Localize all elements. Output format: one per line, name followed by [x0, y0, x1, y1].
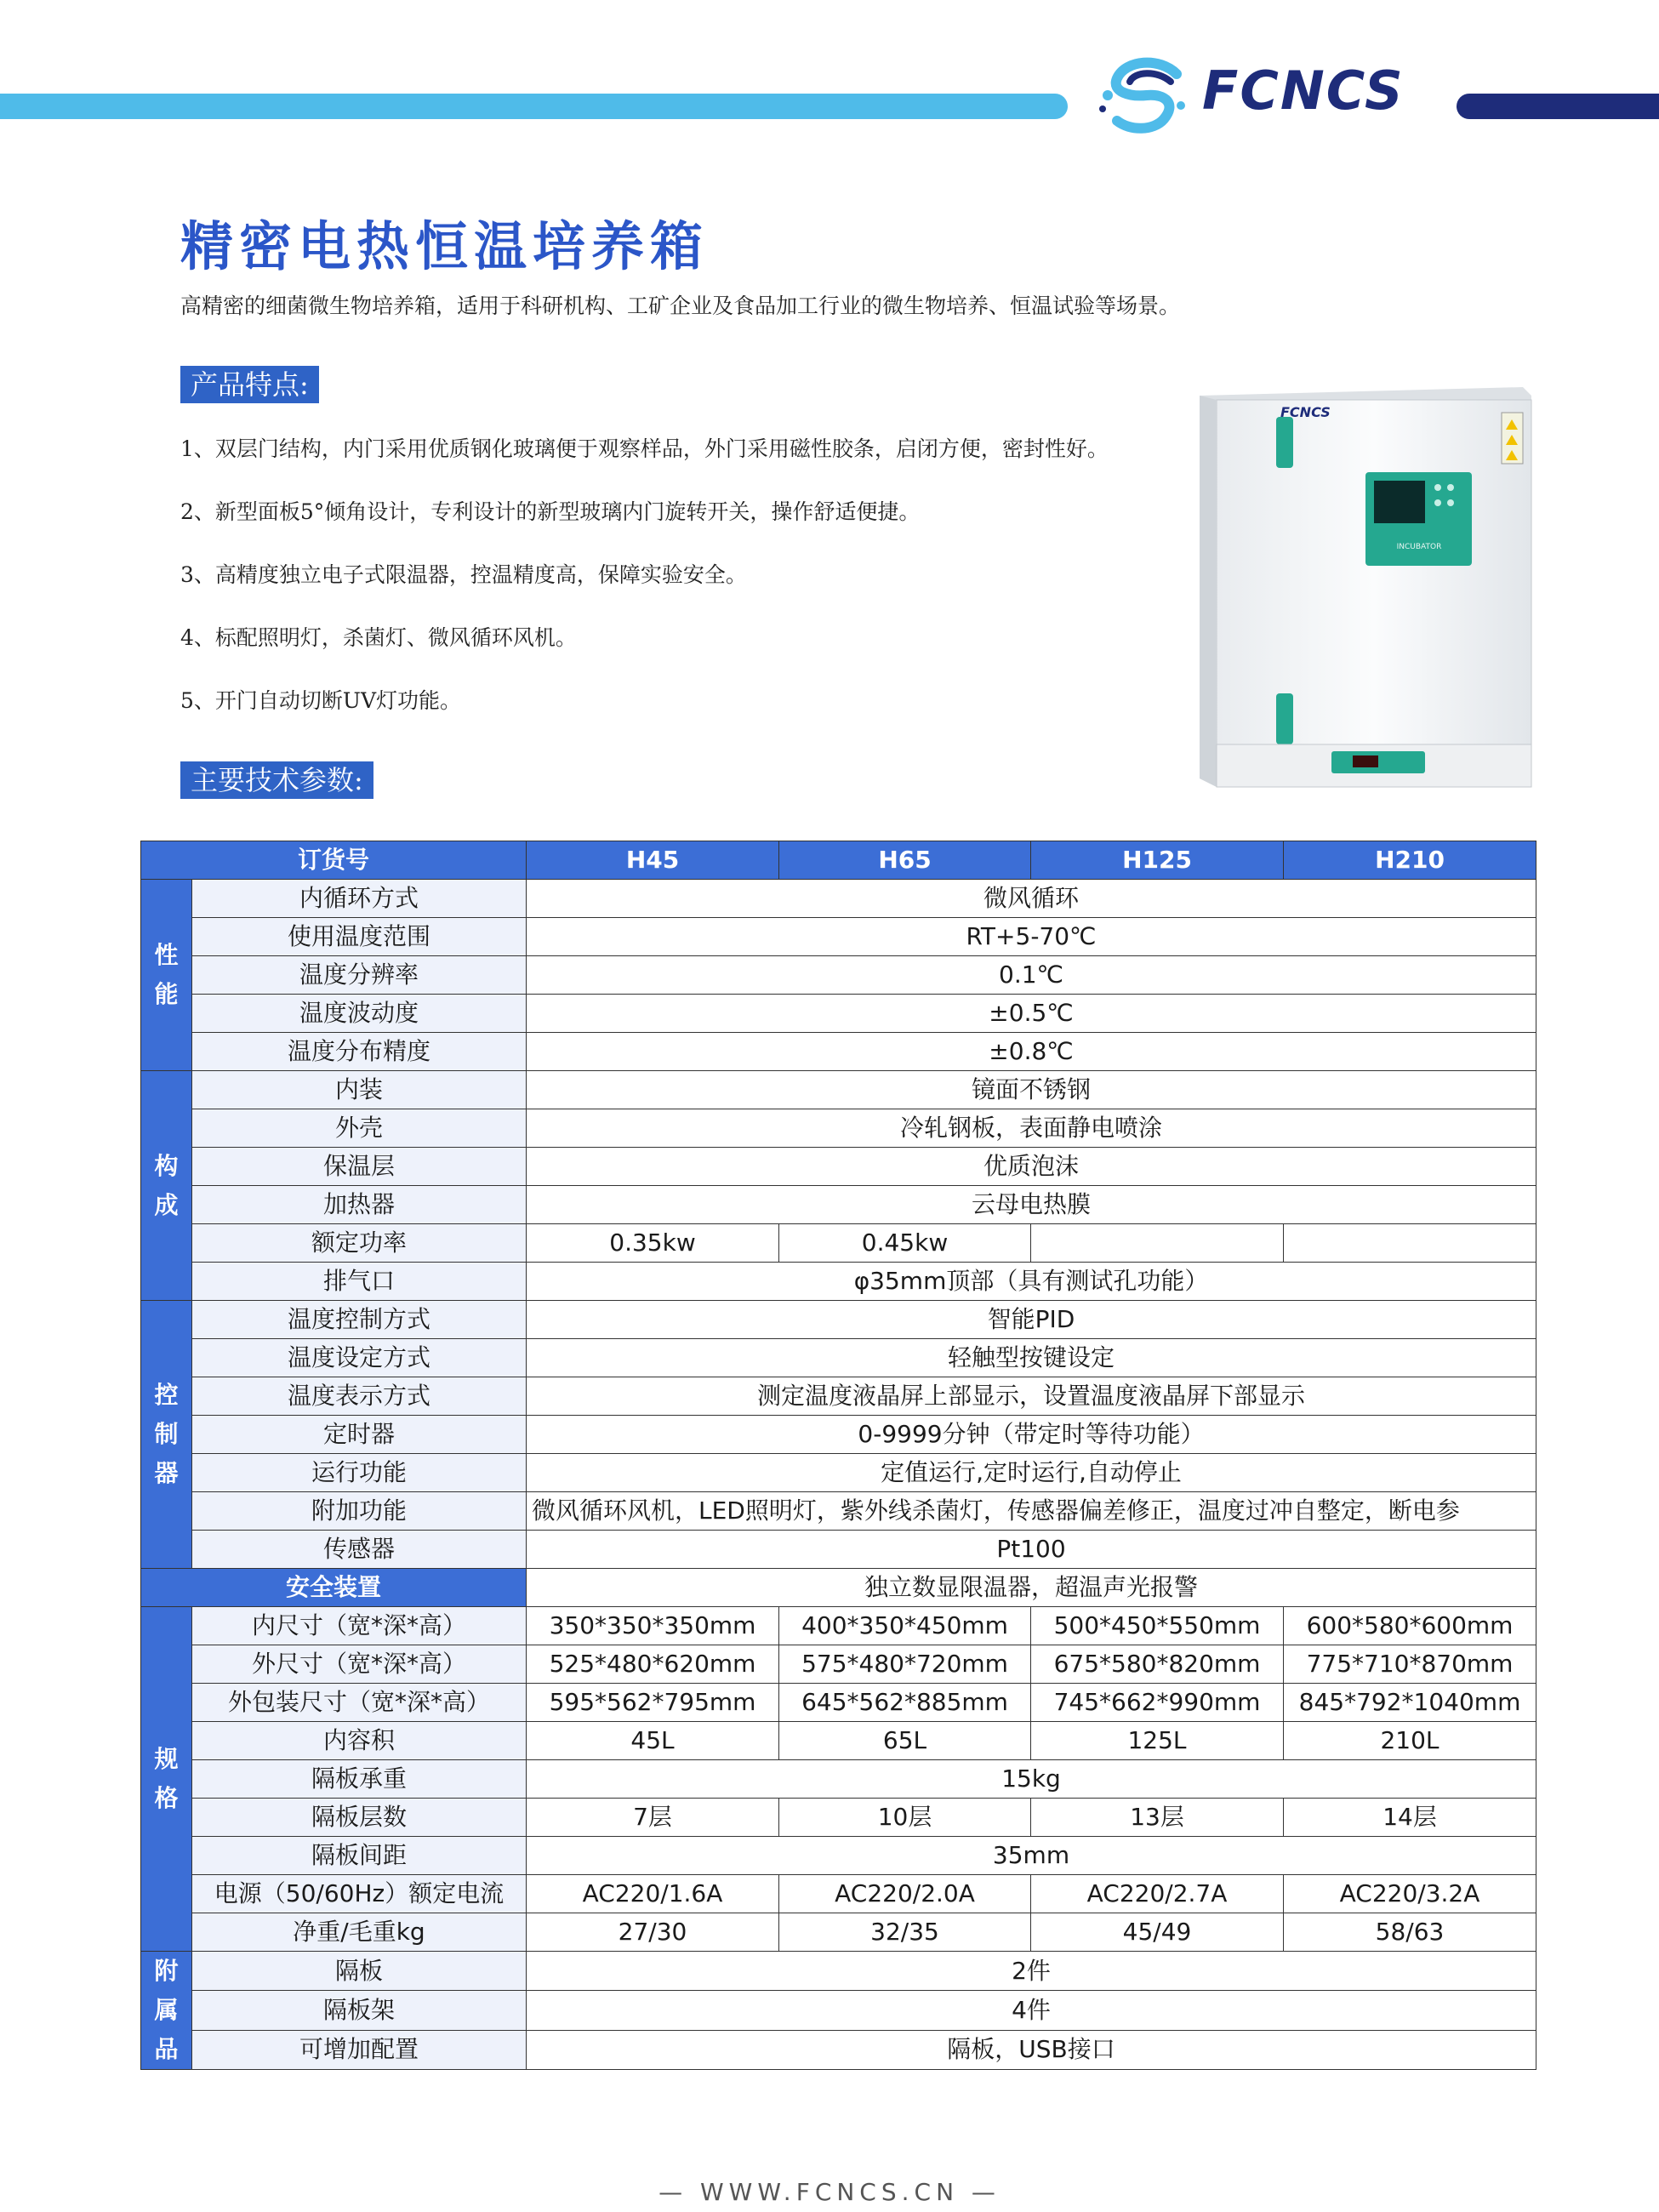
row-value: 35mm — [527, 1837, 1536, 1875]
row-value: 微风循环 — [527, 880, 1536, 918]
row-value: 745*662*990mm — [1031, 1684, 1284, 1722]
row-value: 冷轧钢板，表面静电喷涂 — [527, 1109, 1536, 1148]
row-value: 镜面不锈钢 — [527, 1071, 1536, 1109]
group-performance: 性能 — [141, 880, 192, 1071]
header-bar-dark — [1457, 94, 1659, 119]
row-value: 775*710*870mm — [1284, 1645, 1536, 1684]
feature-item: 1、双层门结构，内门采用优质钢化玻璃便于观察样品，外门采用磁性胶条，启闭方便，密封性好。 — [180, 436, 1109, 461]
table-row — [141, 1913, 1536, 1952]
row-value: 525*480*620mm — [527, 1645, 779, 1684]
brand-logo — [1096, 53, 1436, 138]
specs-heading: 主要技术参数: — [180, 761, 373, 799]
feature-item: 3、高精度独立电子式限温器，控温精度高，保障实验安全。 — [180, 562, 747, 587]
table-row — [141, 918, 1536, 956]
row-value: 45L — [527, 1722, 779, 1760]
table-row — [141, 1991, 1536, 2030]
header-model: H45 — [527, 841, 779, 880]
table-row — [141, 1454, 1536, 1492]
row-label: 额定功率 — [192, 1224, 527, 1263]
row-value: 轻触型按键设定 — [527, 1339, 1536, 1377]
row-value: 定值运行,定时运行,自动停止 — [527, 1454, 1536, 1492]
header-model: H65 — [779, 841, 1031, 880]
row-value: 32/35 — [779, 1913, 1031, 1952]
group-structure: 构成 — [141, 1071, 192, 1301]
table-row — [141, 995, 1536, 1033]
feature-item: 4、标配照明灯，杀菌灯、微风循环风机。 — [180, 625, 577, 650]
page-title: 精密电热恒温培养箱 — [180, 215, 710, 277]
row-label: 排气口 — [192, 1263, 527, 1301]
row-value: 125L — [1031, 1722, 1284, 1760]
row-value: 675*580*820mm — [1031, 1645, 1284, 1684]
row-value: 10层 — [779, 1799, 1031, 1837]
row-value: AC220/2.7A — [1031, 1875, 1284, 1913]
table-row — [141, 880, 1536, 918]
row-value — [1284, 1224, 1536, 1263]
table-row — [141, 1722, 1536, 1760]
table-row — [141, 1224, 1536, 1263]
table-row — [141, 1416, 1536, 1454]
row-label: 隔板间距 — [192, 1837, 527, 1875]
row-value: AC220/3.2A — [1284, 1875, 1536, 1913]
row-value — [1031, 1224, 1284, 1263]
row-value: 350*350*350mm — [527, 1607, 779, 1645]
row-label: 传感器 — [192, 1531, 527, 1569]
row-value: 云母电热膜 — [527, 1186, 1536, 1224]
row-value: φ35mm顶部（具有测试孔功能） — [527, 1263, 1536, 1301]
row-label: 内容积 — [192, 1722, 527, 1760]
specs-table — [140, 841, 1536, 2070]
table-row — [141, 1645, 1536, 1684]
table-row — [141, 1569, 1536, 1607]
table-row — [141, 1799, 1536, 1837]
table-row — [141, 1875, 1536, 1913]
row-value: ±0.5℃ — [527, 995, 1536, 1033]
feature-list — [180, 432, 1109, 747]
table-row — [141, 2030, 1536, 2069]
table-row — [141, 1186, 1536, 1224]
row-label: 隔板 — [192, 1952, 527, 1991]
table-row — [141, 1531, 1536, 1569]
row-value: 7层 — [527, 1799, 779, 1837]
row-value: 2件 — [527, 1952, 1536, 1991]
row-label: 定时器 — [192, 1416, 527, 1454]
row-value: 845*792*1040mm — [1284, 1684, 1536, 1722]
table-row — [141, 1263, 1536, 1301]
row-label: 温度表示方式 — [192, 1377, 527, 1416]
row-label: 电源（50/60Hz）额定电流 — [192, 1875, 527, 1913]
row-value: 27/30 — [527, 1913, 779, 1952]
row-label: 隔板层数 — [192, 1799, 527, 1837]
row-value: 0.1℃ — [527, 956, 1536, 995]
row-label: 可增加配置 — [192, 2030, 527, 2069]
table-row — [141, 1377, 1536, 1416]
group-size: 规格 — [141, 1607, 192, 1952]
table-header-row — [141, 841, 1536, 880]
row-label: 使用温度范围 — [192, 918, 527, 956]
row-label: 外尺寸（宽*深*高） — [192, 1645, 527, 1684]
row-value: 隔板，USB接口 — [527, 2030, 1536, 2069]
row-value: 测定温度液晶屏上部显示，设置温度液晶屏下部显示 — [527, 1377, 1536, 1416]
table-row — [141, 1033, 1536, 1071]
row-value: AC220/1.6A — [527, 1875, 779, 1913]
table-row — [141, 1071, 1536, 1109]
row-label: 保温层 — [192, 1148, 527, 1186]
row-label: 运行功能 — [192, 1454, 527, 1492]
row-label: 附加功能 — [192, 1492, 527, 1531]
row-value: 15kg — [527, 1760, 1536, 1799]
table-row — [141, 1760, 1536, 1799]
row-label: 内装 — [192, 1071, 527, 1109]
header-model: H125 — [1031, 841, 1284, 880]
row-label: 温度设定方式 — [192, 1339, 527, 1377]
table-row — [141, 1684, 1536, 1722]
row-value: 600*580*600mm — [1284, 1607, 1536, 1645]
table-row — [141, 1148, 1536, 1186]
table-row — [141, 1301, 1536, 1339]
row-value: RT+5-70℃ — [527, 918, 1536, 956]
row-label: 温度分辨率 — [192, 956, 527, 995]
row-value: 0.35kw — [527, 1224, 779, 1263]
table-row — [141, 1339, 1536, 1377]
row-value: 0.45kw — [779, 1224, 1031, 1263]
row-value: 45/49 — [1031, 1913, 1284, 1952]
row-value: 65L — [779, 1722, 1031, 1760]
footer-url: — WWW.FCNCS.CN — — [658, 2178, 1001, 2206]
group-controller: 控制器 — [141, 1301, 192, 1569]
row-label: 温度控制方式 — [192, 1301, 527, 1339]
product-panel-label: INCUBATOR — [1396, 543, 1442, 551]
table-row — [141, 1607, 1536, 1645]
row-value: 595*562*795mm — [527, 1684, 779, 1722]
logo-text: FCNCS — [1202, 60, 1405, 122]
row-value: 14层 — [1284, 1799, 1536, 1837]
row-label: 温度分布精度 — [192, 1033, 527, 1071]
row-label: 外包装尺寸（宽*深*高） — [192, 1684, 527, 1722]
row-value: 智能PID — [527, 1301, 1536, 1339]
row-label: 隔板架 — [192, 1991, 527, 2030]
row-value: ±0.8℃ — [527, 1033, 1536, 1071]
row-value: 645*562*885mm — [779, 1684, 1031, 1722]
row-label: 内尺寸（宽*深*高） — [192, 1607, 527, 1645]
table-row — [141, 1109, 1536, 1148]
feature-item: 5、开门自动切断UV灯功能。 — [180, 688, 462, 713]
header-bar-light — [0, 94, 1068, 119]
intro-text: 高精密的细菌微生物培养箱，适用于科研机构、工矿企业及食品加工行业的微生物培养、恒温试验等场景。 — [180, 294, 1181, 318]
row-label: 净重/毛重kg — [192, 1913, 527, 1952]
row-value: Pt100 — [527, 1531, 1536, 1569]
row-value: 4件 — [527, 1991, 1536, 2030]
table-row — [141, 1837, 1536, 1875]
row-label: 内循环方式 — [192, 880, 527, 918]
row-value: AC220/2.0A — [779, 1875, 1031, 1913]
row-value: 优质泡沫 — [527, 1148, 1536, 1186]
row-value: 独立数显限温器，超温声光报警 — [527, 1569, 1536, 1607]
row-value: 575*480*720mm — [779, 1645, 1031, 1684]
group-accessories: 附属品 — [141, 1952, 192, 2070]
logo-swirl-icon — [1096, 53, 1198, 138]
row-label-safety: 安全装置 — [141, 1569, 527, 1607]
row-value: 58/63 — [1284, 1913, 1536, 1952]
row-value: 0-9999分钟（带定时等待功能） — [527, 1416, 1536, 1454]
header-order-no: 订货号 — [141, 841, 527, 880]
row-value: 400*350*450mm — [779, 1607, 1031, 1645]
header-model: H210 — [1284, 841, 1536, 880]
table-row — [141, 956, 1536, 995]
feature-item: 2、新型面板5°倾角设计，专利设计的新型玻璃内门旋转开关，操作舒适便捷。 — [180, 499, 921, 524]
row-value: 210L — [1284, 1722, 1536, 1760]
incubator-product-image — [1191, 387, 1538, 795]
row-value: 500*450*550mm — [1031, 1607, 1284, 1645]
table-row — [141, 1492, 1536, 1531]
row-label: 温度波动度 — [192, 995, 527, 1033]
row-label: 加热器 — [192, 1186, 527, 1224]
row-value: 13层 — [1031, 1799, 1284, 1837]
row-value: 微风循环风机，LED照明灯，紫外线杀菌灯，传感器偏差修正，温度过冲自整定，断电参 — [527, 1492, 1536, 1531]
row-label: 隔板承重 — [192, 1760, 527, 1799]
product-brand-text: FCNCS — [1280, 404, 1331, 420]
features-heading: 产品特点: — [180, 366, 319, 403]
row-label: 外壳 — [192, 1109, 527, 1148]
table-row — [141, 1952, 1536, 1991]
